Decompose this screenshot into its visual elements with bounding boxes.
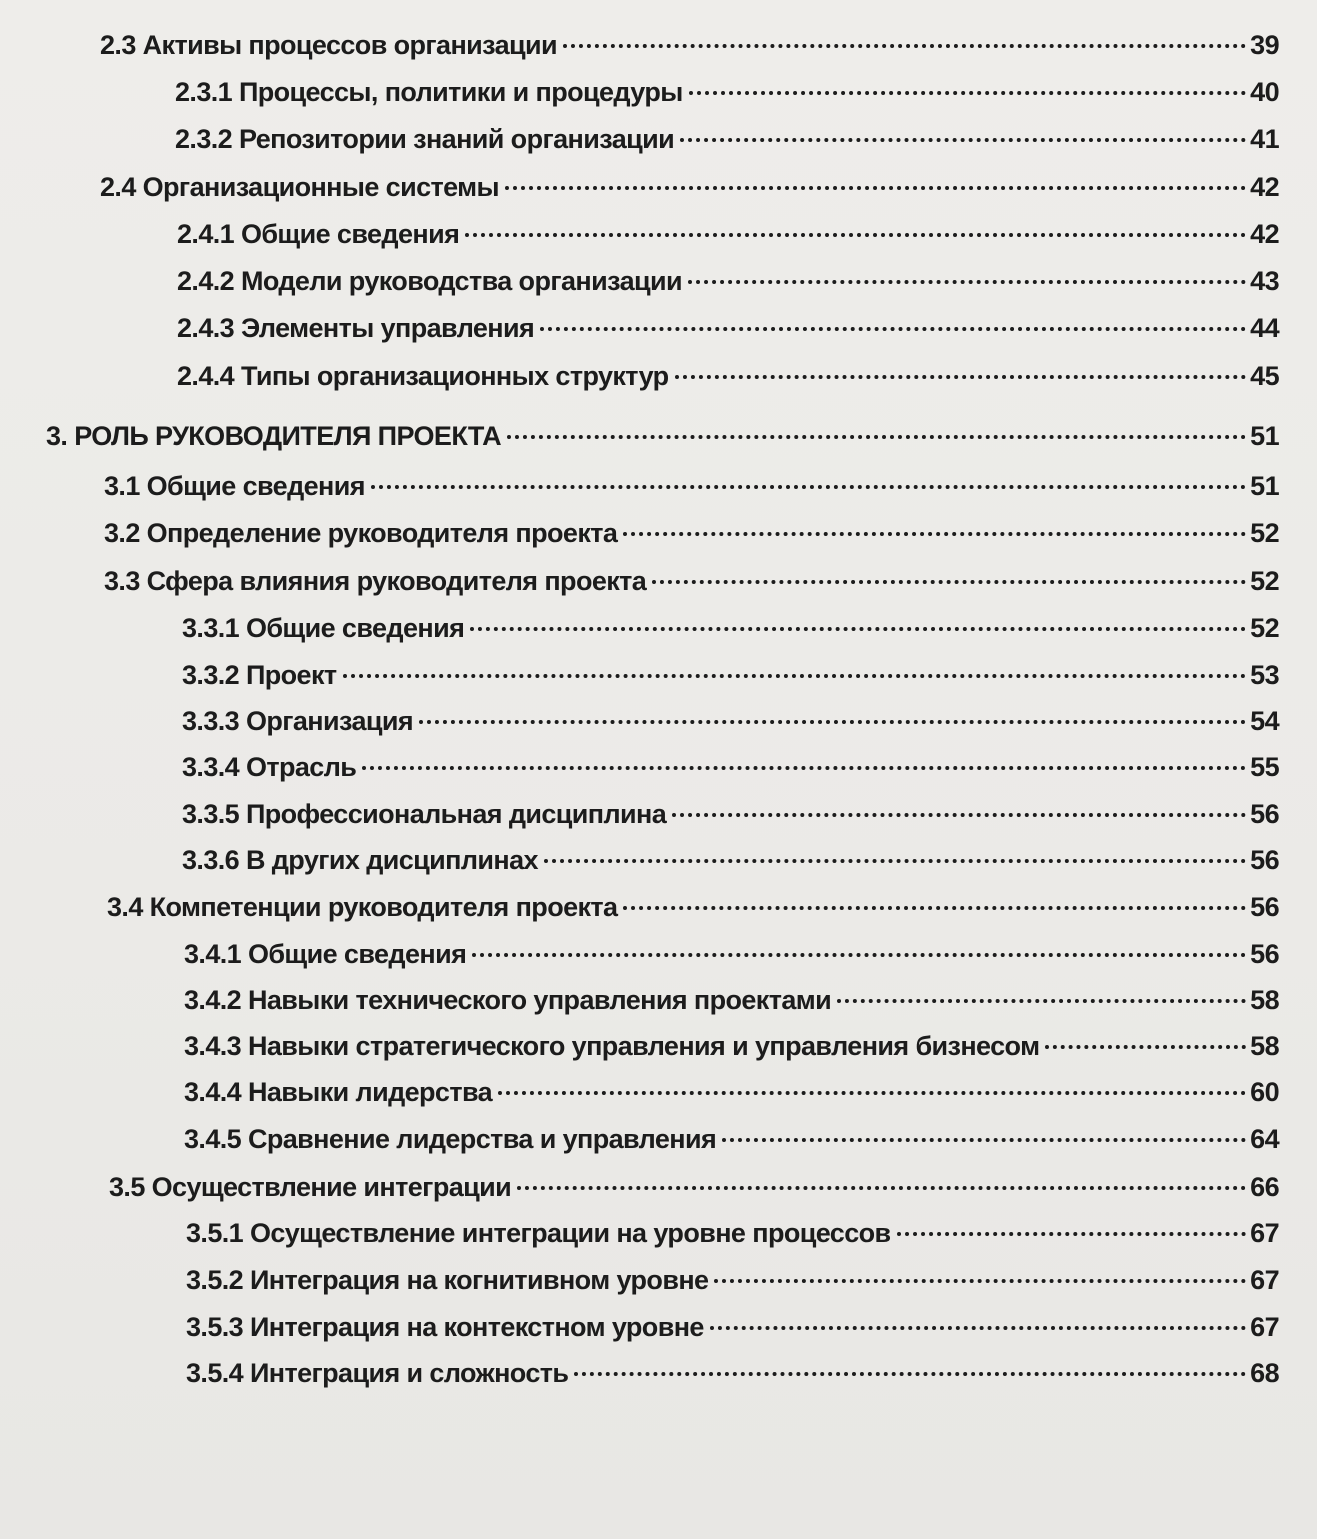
- toc-entry: [104, 518, 1279, 558]
- toc-entry-title: 3.4.4 Навыки лидерства: [184, 1077, 493, 1107]
- toc-entry-page: 67: [1250, 1265, 1279, 1295]
- toc-entry: [104, 471, 1279, 511]
- toc-entry: [177, 266, 1279, 306]
- dot-leader: [837, 999, 1246, 1003]
- toc-entry-title: 2.4.3 Элементы управления: [177, 313, 535, 343]
- toc-entry: [104, 566, 1279, 606]
- toc-entry-page: 58: [1250, 985, 1279, 1015]
- toc-entry: [182, 613, 1279, 653]
- dot-leader: [505, 186, 1246, 190]
- dot-leader: [470, 627, 1246, 631]
- toc-entry-page: 56: [1250, 939, 1279, 969]
- toc-entry: [177, 219, 1279, 259]
- toc-entry: [109, 1172, 1279, 1212]
- toc-entry-page: 43: [1250, 266, 1279, 296]
- dot-leader: [722, 1138, 1246, 1142]
- toc-entry-page: 52: [1250, 613, 1279, 643]
- toc-entry: [182, 845, 1279, 885]
- toc-entry-page: 51: [1250, 421, 1279, 451]
- toc-entry-page: 44: [1250, 313, 1279, 343]
- toc-entry-page: 54: [1250, 706, 1279, 736]
- toc-entry-title: 3.4.3 Навыки стратегического управления и управления бизнесом: [184, 1031, 1040, 1061]
- dot-leader: [689, 91, 1246, 95]
- toc-entry-page: 51: [1250, 471, 1279, 501]
- toc-entry-title: 3.4 Компетенции руководителя проекта: [107, 892, 618, 922]
- toc-entry-title: 3.3.6 В других дисциплинах: [182, 845, 538, 875]
- toc-entry-page: 42: [1250, 219, 1279, 249]
- dot-leader: [714, 1279, 1246, 1283]
- toc-entry-page: 52: [1250, 566, 1279, 596]
- dot-leader: [540, 327, 1246, 331]
- toc-entry-title: 2.3 Активы процессов организации: [100, 30, 558, 60]
- dot-leader: [465, 233, 1246, 237]
- dot-leader: [680, 138, 1246, 142]
- toc-entry-page: 45: [1250, 361, 1279, 391]
- toc-entry-page: 42: [1250, 172, 1279, 202]
- dot-leader: [343, 674, 1247, 678]
- toc-entry-title: 3. РОЛЬ РУКОВОДИТЕЛЯ ПРОЕКТА: [46, 421, 501, 451]
- toc-entry: [184, 1077, 1279, 1117]
- toc-entry-title: 3.4.1 Общие сведения: [184, 939, 467, 969]
- dot-leader: [672, 813, 1246, 817]
- toc-entry-title: 2.4.1 Общие сведения: [177, 219, 460, 249]
- dot-leader: [574, 1372, 1246, 1376]
- toc-entry-page: 56: [1250, 892, 1279, 922]
- toc-entry: [186, 1358, 1279, 1398]
- toc-entry-title: 3.5.4 Интеграция и сложность: [186, 1358, 569, 1388]
- toc-entry-title: 3.4.2 Навыки технического управления проектами: [184, 985, 832, 1015]
- toc-entry: [186, 1218, 1279, 1258]
- toc-entry-title: 3.5 Осуществление интеграции: [109, 1172, 512, 1202]
- toc-entry: [175, 124, 1279, 164]
- toc-entry-title: 3.3.5 Профессиональная дисциплина: [182, 799, 667, 829]
- toc-entry-title: 3.4.5 Сравнение лидерства и управления: [184, 1124, 717, 1154]
- dot-leader: [623, 906, 1246, 910]
- dot-leader: [371, 485, 1246, 489]
- toc-entry-title: 2.4 Организационные системы: [100, 172, 500, 202]
- toc-entry-page: 60: [1250, 1077, 1279, 1107]
- dot-leader: [517, 1186, 1246, 1190]
- toc-entry-page: 56: [1250, 845, 1279, 875]
- toc-entry: [186, 1312, 1279, 1352]
- dot-leader: [498, 1091, 1246, 1095]
- toc-entry: [182, 660, 1279, 700]
- dot-leader: [675, 375, 1246, 379]
- toc-entry-title: 3.3.2 Проект: [182, 660, 337, 690]
- toc-entry: [184, 939, 1279, 979]
- toc-entry: [100, 30, 1279, 70]
- toc-entry-page: 55: [1250, 752, 1279, 782]
- toc-entry-page: 41: [1250, 124, 1279, 154]
- toc-entry-title: 3.5.2 Интеграция на когнитивном уровне: [186, 1265, 709, 1295]
- toc-entry: [175, 77, 1279, 117]
- toc-entry: [182, 799, 1279, 839]
- toc-entry: [184, 1124, 1279, 1164]
- dot-leader: [623, 532, 1246, 536]
- toc-entry: [177, 313, 1279, 353]
- dot-leader: [362, 766, 1246, 770]
- toc-entry-page: 56: [1250, 799, 1279, 829]
- toc-entry-title: 2.3.2 Репозитории знаний организации: [175, 124, 675, 154]
- toc-entry-title: 2.4.4 Типы организационных структур: [177, 361, 669, 391]
- dot-leader: [419, 720, 1246, 724]
- toc-entry-page: 58: [1250, 1031, 1279, 1061]
- toc-entry-page: 52: [1250, 518, 1279, 548]
- dot-leader: [507, 435, 1246, 439]
- toc-entry-page: 68: [1250, 1358, 1279, 1388]
- toc-entry-page: 67: [1250, 1218, 1279, 1248]
- dot-leader: [563, 44, 1246, 48]
- toc-entry: [186, 1265, 1279, 1305]
- toc-entry-page: 40: [1250, 77, 1279, 107]
- toc-entry-title: 3.1 Общие сведения: [104, 471, 365, 501]
- toc-entry: [184, 985, 1279, 1025]
- dot-leader: [652, 580, 1246, 584]
- dot-leader: [472, 953, 1246, 957]
- toc-entry-page: 39: [1250, 30, 1279, 60]
- toc-entry: [182, 752, 1279, 792]
- toc-entry-title: 3.3.1 Общие сведения: [182, 613, 465, 643]
- toc-entry-page: 66: [1250, 1172, 1279, 1202]
- dot-leader: [897, 1232, 1246, 1236]
- toc-entry-title: 3.5.1 Осуществление интеграции на уровне процессов: [186, 1218, 891, 1248]
- dot-leader: [710, 1326, 1246, 1330]
- toc-entry: [107, 892, 1279, 932]
- dot-leader: [1045, 1045, 1246, 1049]
- dot-leader: [688, 280, 1246, 284]
- toc-entry-title: 3.3.4 Отрасль: [182, 752, 357, 782]
- toc-entry-title: 3.5.3 Интеграция на контекстном уровне: [186, 1312, 704, 1342]
- toc-entry-page: 64: [1250, 1124, 1279, 1154]
- dot-leader: [544, 859, 1246, 863]
- toc-entry-page: 67: [1250, 1312, 1279, 1342]
- toc-entry: [100, 172, 1279, 212]
- toc-entry: [177, 361, 1279, 401]
- toc-entry-page: 53: [1250, 660, 1279, 690]
- toc-chapter-entry: [46, 421, 1279, 461]
- toc-entry: [182, 706, 1279, 746]
- toc-entry: [184, 1031, 1279, 1071]
- toc-entry-title: 2.4.2 Модели руководства организации: [177, 266, 682, 296]
- toc-entry-title: 3.3 Сфера влияния руководителя проекта: [104, 566, 647, 596]
- toc-entry-title: 3.2 Определение руководителя проекта: [104, 518, 618, 548]
- toc-entry-title: 3.3.3 Организация: [182, 706, 414, 736]
- toc-entry-title: 2.3.1 Процессы, политики и процедуры: [175, 77, 683, 107]
